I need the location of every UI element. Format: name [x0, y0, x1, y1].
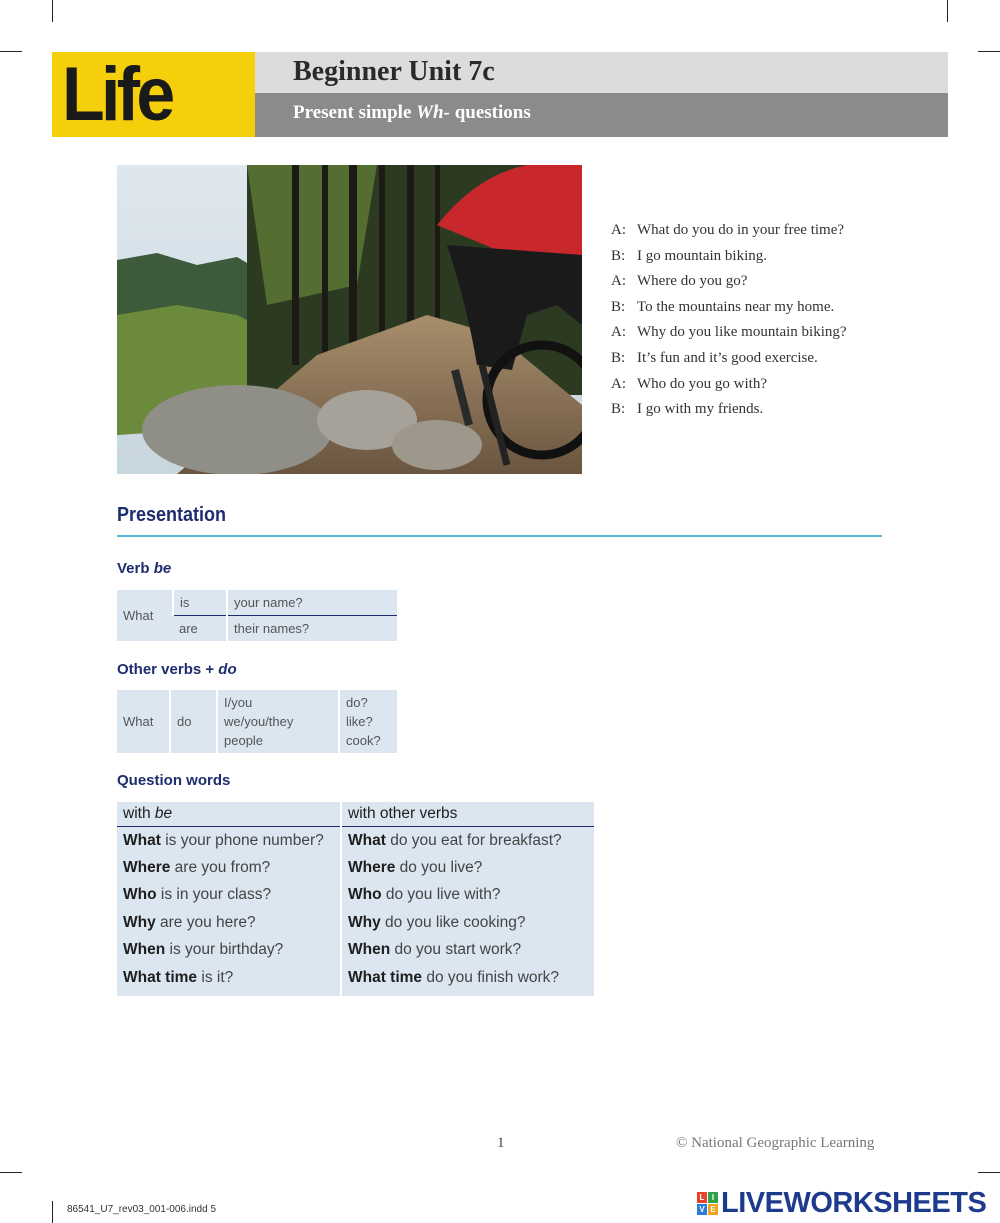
- table-row: [117, 827, 594, 855]
- dialogue-line: A: Where do you go?: [611, 273, 748, 290]
- table-cell: What: [117, 590, 173, 641]
- crop-mark: [0, 1172, 22, 1173]
- table-cell: What time is it?: [117, 964, 341, 991]
- crop-mark: [0, 51, 22, 52]
- copyright-notice: © National Geographic Learning: [676, 1135, 875, 1151]
- crop-mark: [52, 1201, 53, 1223]
- dialogue-line: B: To the mountains near my home.: [611, 298, 835, 315]
- table-cell: Why are you here?: [117, 909, 341, 936]
- question-words-heading: Question words: [117, 772, 231, 789]
- table-row: [117, 882, 594, 909]
- table-cell: Where do you live?: [341, 854, 594, 881]
- table-row: [117, 854, 594, 881]
- crop-mark: [978, 51, 1000, 52]
- table-cell: is: [173, 590, 227, 616]
- crop-mark: [52, 0, 53, 22]
- column-header: with be: [117, 802, 341, 827]
- table-cell: Who do you live with?: [341, 882, 594, 909]
- other-verbs-heading: Other verbs + do: [117, 661, 237, 678]
- table-cell: What do you eat for breakfast?: [341, 827, 594, 855]
- dialogue-line: A: Why do you like mountain biking?: [611, 324, 847, 341]
- table-cell: do: [170, 690, 217, 753]
- table-cell: What time do you finish work?: [341, 964, 594, 991]
- table-cell: your name?: [227, 590, 397, 616]
- table-cell: Who is in your class?: [117, 882, 341, 909]
- table-cell: When do you start work?: [341, 937, 594, 964]
- mountain-biker-photo: [117, 165, 582, 474]
- table-cell: What: [117, 690, 170, 753]
- liveworksheets-wordmark: LIVEWORKSHEETS: [721, 1186, 987, 1219]
- unit-title: Beginner Unit 7c: [293, 56, 495, 87]
- file-info: 86541_U7_rev03_001-006.indd 5: [67, 1204, 217, 1215]
- dialogue-line: B: I go with my friends.: [611, 401, 764, 418]
- crop-mark: [947, 0, 948, 22]
- verb-be-heading: Verb be: [117, 560, 172, 577]
- liveworksheets-logo[interactable]: [697, 1185, 986, 1221]
- table-cell: When is your birthday?: [117, 937, 341, 964]
- life-logo: Life: [62, 52, 172, 137]
- table-cell: are: [173, 616, 227, 642]
- table-row: [117, 937, 594, 964]
- table-cell: What is your phone number?: [117, 827, 341, 855]
- crop-mark: [978, 1172, 1000, 1173]
- column-header: with other verbs: [341, 802, 594, 827]
- table-cell: Why do you like cooking?: [341, 909, 594, 936]
- presentation-heading: Presentation: [117, 504, 227, 526]
- other-verbs-table: [117, 690, 397, 753]
- dialogue: [611, 219, 847, 424]
- live-letters-icon: L I V E: [697, 1192, 718, 1215]
- dialogue-line: B: I go mountain biking.: [611, 247, 767, 264]
- table-cell: do? like? cook?: [339, 690, 397, 753]
- dialogue-line: A: Who do you go with?: [611, 375, 767, 392]
- verb-be-table: [117, 590, 397, 641]
- table-cell: Where are you from?: [117, 854, 341, 881]
- section-divider: [117, 535, 882, 537]
- dialogue-line: B: It’s fun and it’s good exercise.: [611, 349, 818, 366]
- page-number: 1: [497, 1135, 505, 1151]
- question-words-table: [117, 802, 594, 996]
- table-cell: their names?: [227, 616, 397, 642]
- table-cell: I/you we/you/they people: [217, 690, 339, 753]
- dialogue-line: A: What do you do in your free time?: [611, 222, 845, 238]
- table-row: [117, 964, 594, 991]
- unit-subtitle: Present simple Wh- questions: [293, 102, 531, 123]
- table-row: [117, 909, 594, 936]
